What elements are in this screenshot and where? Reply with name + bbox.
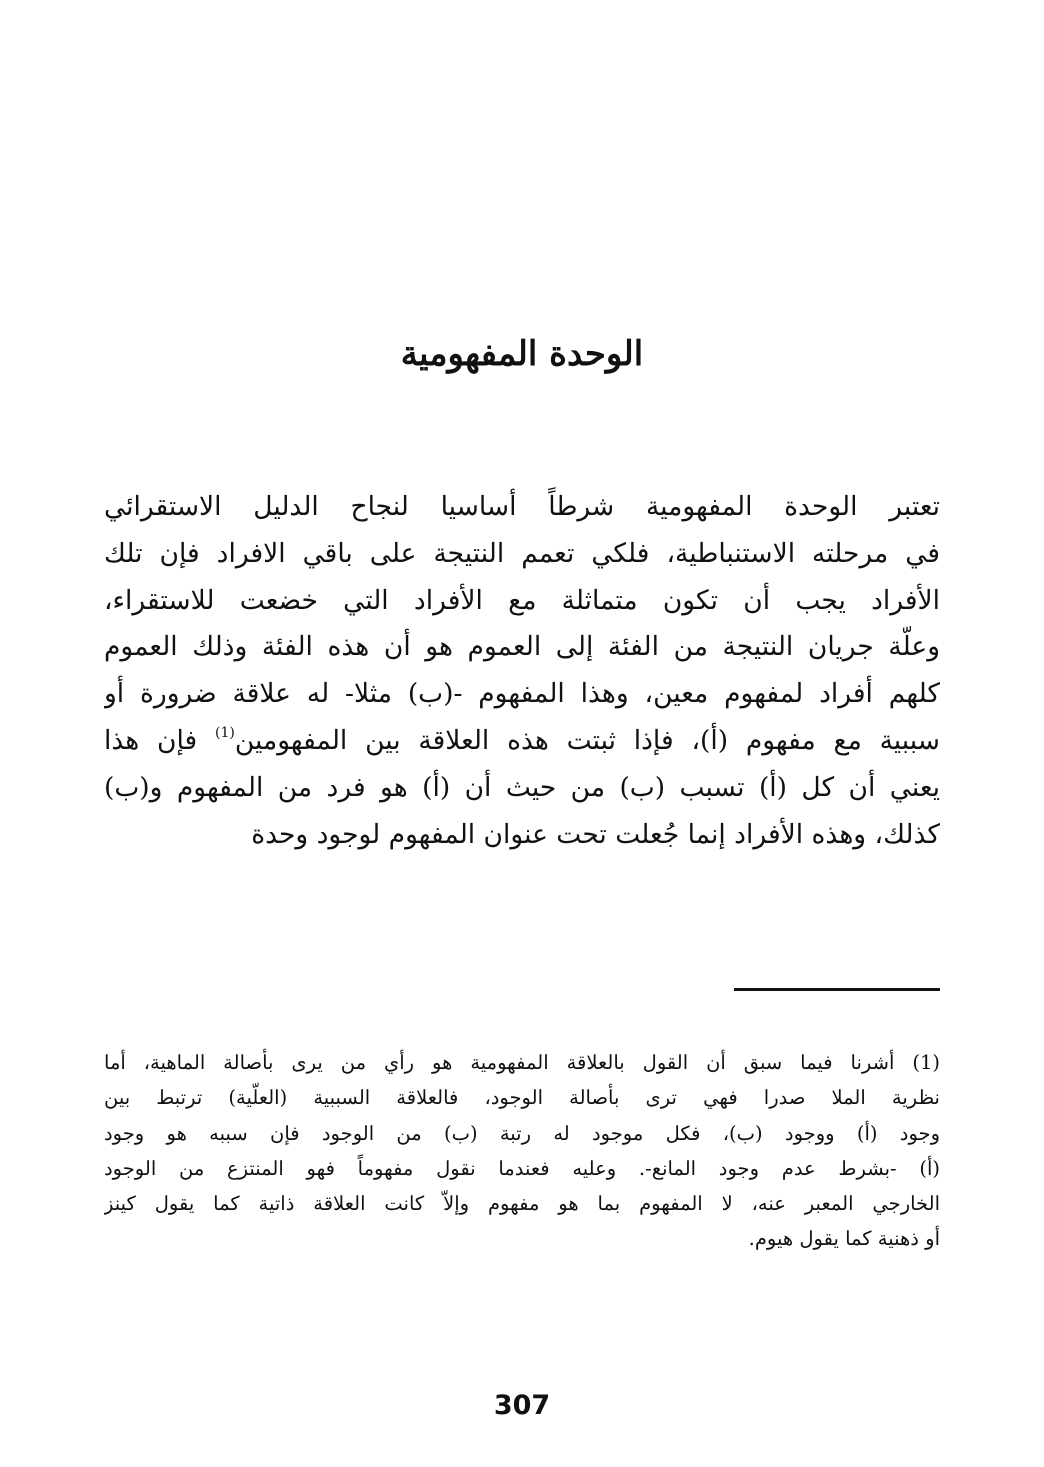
footnote-reference[interactable]: (1) (215, 724, 235, 741)
footnote (104, 1045, 940, 1257)
body-line-part: سببية مع مفهوم (أ)، فإذا ثبتت هذه العلاقة بين المفهومين (234, 724, 940, 756)
footnote-line: (أ) -بشرط عدم وجود المانع-. وعليه فعندما نقول مفهوماً فهو المنتزع من الوجود (104, 1156, 940, 1180)
body-line: تعتبر الوحدة المفهومية شرطاً أساسيا لنجاح الدليل الاستقرائي (104, 491, 940, 522)
body-line: الأفراد يجب أن تكون متماثلة مع الأفراد التي خضعت للاستقراء، (104, 584, 940, 616)
page-number: 307 (493, 1390, 551, 1421)
body-line-part: فإن هذا (104, 724, 215, 756)
body-line: وعلّة جريان النتيجة من الفئة إلى العموم هو أن هذه الفئة وذلك العموم (104, 631, 940, 663)
footnote-line: أو ذهنية كما يقول هيوم. (748, 1227, 940, 1251)
body-line: في مرحلته الاستنباطية، فلكي تعمم النتيجة على باقي الافراد فإن تلك (104, 537, 940, 569)
footnote-line: الخارجي المعبر عنه، لا المفهوم بما هو مفهوم وإلاّ كانت العلاقة ذاتية كما يقول كينز (104, 1192, 940, 1216)
body-line: يعني أن كل (أ) تسبب (ب) من حيث أن (أ) هو فرد من المفهوم و(ب) (104, 771, 940, 803)
footnote-line: نظرية الملا صدرا فهي ترى بأصالة الوجود، فالعلاقة السببية (العلّية) ترتبط بين (104, 1086, 940, 1110)
footnote-line: وجود (أ) ووجود (ب)، فكل موجود له رتبة (ب) من الوجود فإن سببه هو وجود (104, 1121, 940, 1145)
body-line: كلهم أفراد لمفهوم معين، وهذا المفهوم -(ب) مثلا- له علاقة ضرورة أو (104, 678, 940, 710)
body-paragraph (104, 484, 940, 858)
body-line: كذلك، وهذه الأفراد إنما جُعلت تحت عنوان المفهوم لوجود وحدة (251, 818, 940, 850)
chapter-title: الوحدة المفهومية (400, 334, 644, 374)
footnote-separator (734, 988, 940, 991)
footnote-line: (1) أشرنا فيما سبق أن القول بالعلاقة المفهومية هو رأي من يرى بأصالة الماهية، أما (104, 1051, 940, 1074)
body-line-with-footnote-ref (104, 718, 940, 765)
